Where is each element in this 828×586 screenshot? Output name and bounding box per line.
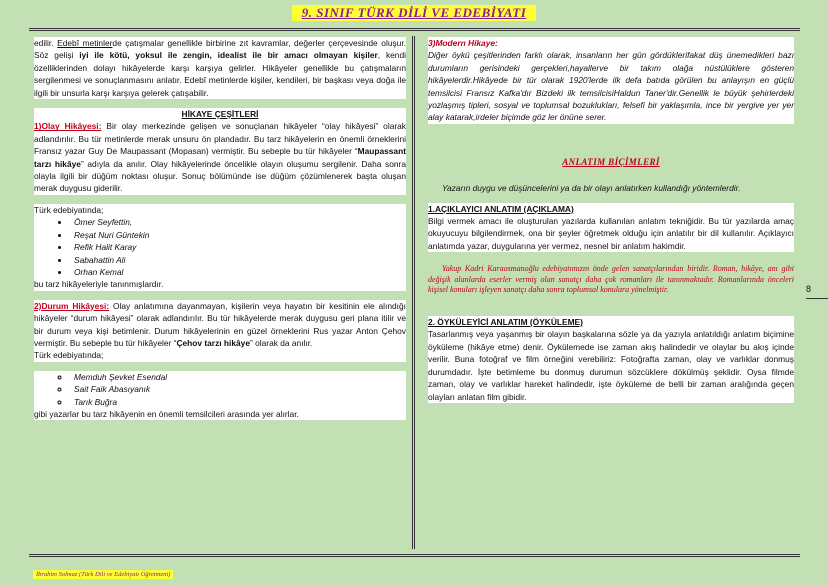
list-outro: gibi yazarlar bu tarz hikâyenin en önemli temsilcileri arasında yer alırlar. [34,408,299,419]
page-title: 9. SINIF TÜRK DİLİ VE EDEBİYATI [292,5,537,21]
list-item: ◦ Sait Faik Abasıyanık [70,383,406,395]
modern-story-block [428,37,794,124]
explanatory-text: Bilgi vermek amacı ile oluşturulan yazılarda kullanılan anlatım tekniğidir. Bu tür yazılarda amaç okuyucuyu bilgilendirmek, ona bir şeyler öğretmek olduğu için anlatılır bir dil kullanılır. Açıklayıcı anlatımda yazar, duygularına yer vermez, nesnel bir anlatım hakimdir. [428,216,794,251]
event-authors-block [34,204,406,291]
story-types-title: HİKAYE ÇEŞİTLERİ [34,108,406,120]
paragraph-text: de çatışmalar genellikle birbirine zıt kavramlar, değerler çerçevesinde oluşur. Söz gelişi [34,38,406,61]
situation-story-label: 2)Durum Hikâyesi: [34,300,110,311]
paragraph-text: Olay anlatımına dayanmayan, kişilerin veya hayatın bir kesitinin ele alındığı hikâyeler “durum hikâyesi” olarak adlandırılır. Bu tür hikâyelerde merak duygusu geri plana itilir ve bir durum veya kişi betimlenir. Durum hikâyelerinin en güzel örneklerini Rus yazar Anton Çehov vermiştir. Bu sebeple bu tür hikâyeler “ [34,300,406,348]
explanatory-block [428,203,794,253]
literary-texts-link: Edebî metinler [57,38,113,48]
situation-authors-block [34,371,406,421]
event-story-paragraph [34,120,406,194]
column-divider [412,36,415,549]
narrative-text: Tasarlanmış veya yaşanmış bir olayın başkalarına sözle ya da yazıyla anlatıldığı anlatım biçimine öyküleme (hikâye etme) denir. Öykülemede ise zaman akış halindedir ve olaylar bu akış içinde verilir. Buna fotoğraf ve film örneğini verebiliriz: Fotoğrafta zaman, olay ve varlıklar donmuş durumdadır. İşte betimleme bu donmuş durumun sözcüklere dökülmüş şeklidir. Oysa filmde zaman, olay ve varlıklar hareket halindedir, işte öyküleme de belli bir zaman aralığında geçen olayları anlatan film gibidir. [428,329,794,402]
paragraph-text: Bir olay merkezinde gelişen ve sonuçlanan hikâyeler “olay hikâyesi” olarak adlandırılır. Bu tür metinlerde merak unsuru ön plandadır. Bu tarz hikâyelerin en önemli örneklerini Fransız yazar Guy De Maupassant (Mopasan) vermiştir. Bu sebeple bu tür hikâyeler “ [34,121,406,157]
list-item: ◦ Tarık Buğra [70,396,406,408]
left-column [34,37,406,420]
situation-authors-list [34,371,406,408]
list-item: • Orhan Kemal [70,266,406,278]
narrative-block [428,316,794,403]
narrative-title: 2. ÖYKÜLEYİCİ ANLATIM (ÖYKÜLEME) [428,317,583,328]
list-item: • Sabahattin Ali [70,254,406,266]
explanatory-title: 1.AÇIKLAYICI ANLATIM (AÇIKLAMA) [428,203,574,214]
conflict-paragraph [34,37,406,99]
page-header [0,0,828,24]
example-quote: Yakup Kadri Karaosmanoğlu edebiyatımızın önde gelen sanatçılarından biridir. Roman, hikâye, anı gibi değişik alanlarda eserler vermiş olan sanatçı daha çok romanları ile tanınmaktadır. Romanlarında önceleri kişisel konuları işleyen sanatçı daha sonra toplumsal konulara yönelmiştir. [428,264,794,295]
paragraph-text: ” adıyla da anılır. Olay hikâyelerinde öncelikle olayın oluşumu sergilenir. Daha sonra olayla ilgili bir düğüm noktası oluşur. Sonuç bölümünde ise düğüm çözümlenerek başta oluşan merak duygusu giderilir. [34,158,406,194]
list-item: • Refik Halit Karay [70,241,406,253]
paragraph-text: edilir. [34,38,58,48]
list-outro: bu tarz hikâyeleriyle tanınmışlardır. [34,279,164,290]
modern-story-label: 3)Modern Hikaye: [428,38,498,48]
maupassant-style: Maupassant tarzı hikâye [34,146,406,169]
event-authors-list [34,216,406,278]
right-column [428,37,794,403]
event-story-label: 1)Olay Hikâyesi: [34,121,102,132]
paragraph-text: ” olarak da anılır. [249,337,313,348]
situation-story-paragraph [34,300,406,362]
list-intro: Türk edebiyatında; [34,350,104,361]
chekhov-style: Çehov tarzı hikâye [176,337,250,348]
page-number-rule [806,298,828,299]
narration-types-title: ANLATIM BİÇİMLERİ [562,156,660,167]
conflict-examples: iyi ile kötü, yoksul ile zengin, idealist ile bir amacı olmayan kişiler [79,50,378,61]
page-number: 8 [806,284,812,294]
modern-story-text: Diğer öykü çeşitlerinden farklı olarak, insanların her gün gördüklerifakat düş ünemedikleri bazı durumların gerisindeki gerçekleri,hayallerve bir takım olağa nüstülüklere gösteren hikâyelerdir.Hikâyede bir tür olarak 1920'lerde ilk defa batıda görülen bu anlayışın en güçlü temsilcisi Fransız Kafka'dır Bizdeki ilk temsilcisiHaldun Taner'dir.Genellik le büyük şehirlerdeki yozlaşmış tipleri, sosyal ve toplumsal bozuklukları, felsefi bir yaklaşımla, ince bir yergive yer yer alay katarak,irdeler biçimde göz ler önüne serer. [428,50,794,123]
footer-author: İbrahim Solmaz (Türk Dili ve Edebiyatı Öğretmeni) [33,570,173,579]
list-item: • Reşat Nuri Güntekin [70,229,406,241]
narration-intro: Yazarın duygu ve düşüncelerini ya da bir olayı anlatırken kullandığı yöntemlerdir. [442,183,741,194]
list-item: • Ömer Seyfettin, [70,216,406,228]
list-intro: Türk edebiyatında; [34,204,104,215]
list-item: ◦ Memduh Şevket Esendal [70,371,406,383]
paragraph-text: , kendi özelliklerinden dolayı hikâyelerde karşı karşıya gelirler. Hikâyeler genellikle bu çatışmaların sergilenmesi ve sonuçlanmasını anlatır. Edebî metinlerde kişiler, kendileri, bir başkası veya doğa ile ilgili bir unsurla karşı karşıya gelerek çatışabilir. [34,50,406,98]
